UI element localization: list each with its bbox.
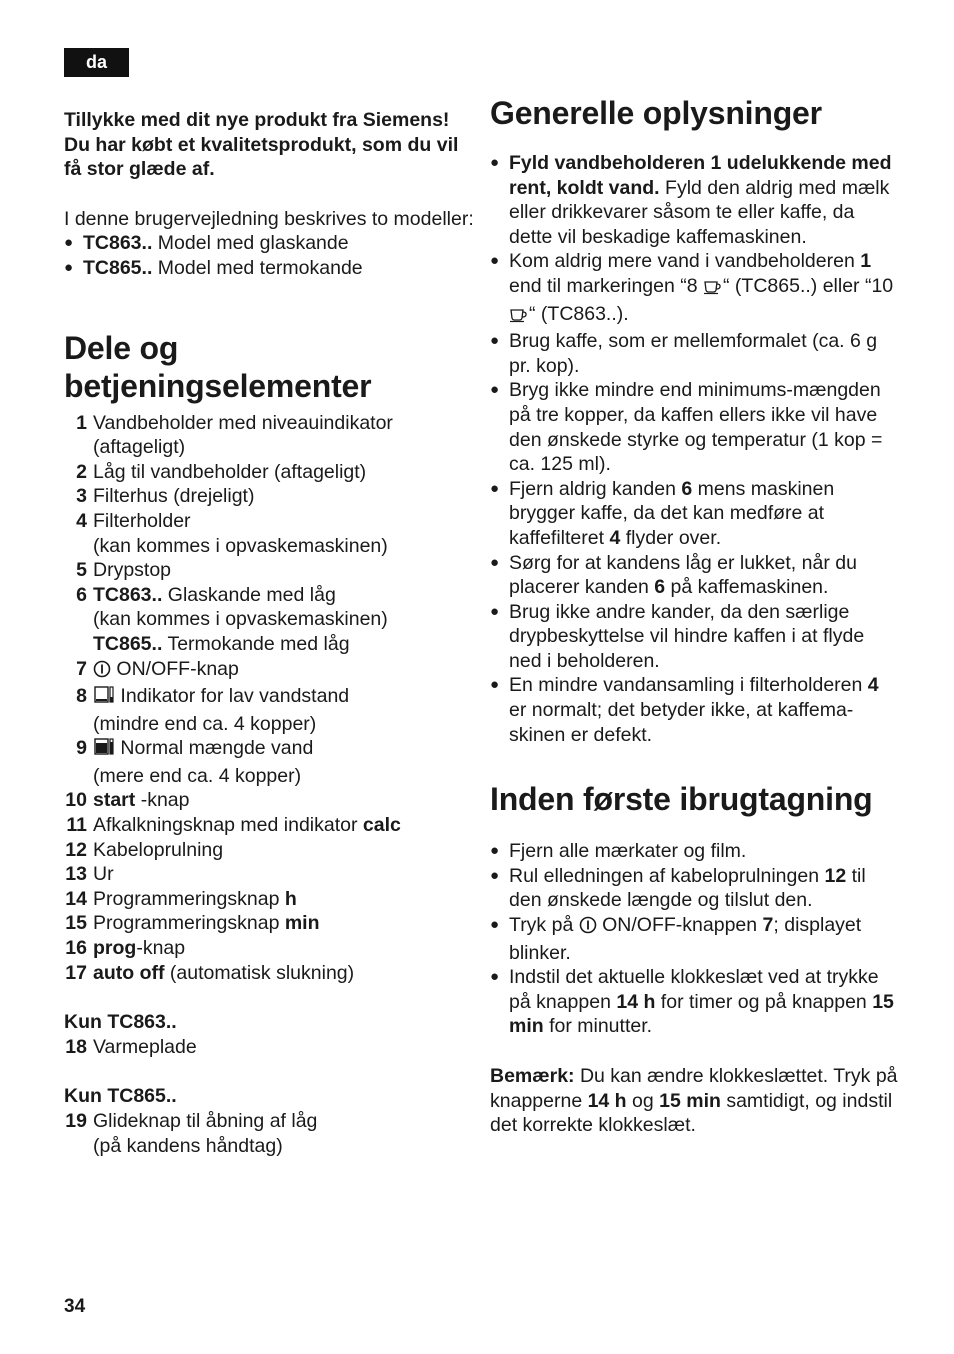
part-item: 4 Filterholder (kan kommes i opvaskemaskinen): [76, 509, 388, 557]
part-item: 5 Drypstop: [76, 559, 172, 582]
note-paragraph: Bemærk: Du kan ændre klokkeslættet. Tryk på knapperne 14 h og 15 min samtidigt, og indstil det korrekte klokkeslæt.: [490, 1065, 898, 1137]
full-water-icon: [93, 737, 115, 764]
page-number: 34: [64, 1296, 86, 1317]
part-item: 16 prog-knap: [65, 937, 186, 960]
model-list: [64, 231, 474, 280]
part-item: 18 Varmeplade: [65, 1035, 197, 1058]
low-water-icon: [93, 685, 115, 712]
cup-icon: [509, 305, 529, 330]
intro-description: I denne brugervejledning beskrives to modeller:: [64, 207, 474, 230]
language-tab: da: [64, 48, 129, 77]
power-icon: [93, 660, 111, 685]
part-item: 17 auto off (automatisk slukning): [65, 961, 355, 984]
model-item: ● TC863.. Model med glaskande: [64, 231, 474, 256]
model-item: ● TC865.. Model med termokande: [64, 256, 474, 281]
right-column: [490, 94, 900, 1138]
first-use-list: [490, 839, 900, 1039]
general-item: ● Fyld vandbeholderen 1 udelukkende med rent, koldt vand. Fyld den aldrig med mælk eller drikkevarer såsom te eller kaffe, da dette vil beskadige kaffemaskinen.: [490, 151, 900, 249]
general-item: ● Brug kaffe, som er mellemformalet (ca. 6 g pr. kop).: [490, 329, 900, 378]
part-item: 8 Indikator for lav vandstand (mindre end ca. 4 kopper): [76, 685, 350, 735]
general-item: ● Brug ikke andre kander, da den særlige drypbeskyttelse vil hindre kaffen i at flyde ned i beholderen.: [490, 600, 900, 674]
parts-list-tc865: [64, 1109, 474, 1158]
intro-congrats: Tillykke med dit nye produkt fra Siemens! Du har købt et kvalitetsprodukt, som du vil få stor glæde af.: [64, 109, 459, 181]
general-list: [490, 151, 900, 747]
first-use-item: ● Rul elledningen af kabeloprulningen 12 til den ønskede længde og tilslut den.: [490, 864, 900, 913]
part-item: 3 Filterhus (drejeligt): [76, 485, 255, 508]
only-tc863-heading: Kun TC863..: [64, 1011, 177, 1034]
general-item: ● Sørg for at kandens låg er lukket, når du placerer kanden 6 på kaffemaskinen.: [490, 551, 900, 600]
left-column: [64, 108, 474, 1158]
first-use-item: ● Indstil det aktuelle klokkeslæt ved at trykke på knappen 14 h for timer og på knappen 15 min for minutter.: [490, 965, 900, 1039]
general-item: ● Kom aldrig mere vand i vandbeholderen 1 end til markeringen “8 “ (TC865..) eller “10 “ (TC863..).: [490, 249, 900, 329]
parts-list: [64, 411, 474, 986]
only-tc865-heading: Kun TC865..: [64, 1085, 177, 1108]
part-item: 2 Låg til vandbeholder (aftageligt): [76, 460, 367, 483]
part-item: 11 Afkalkningsknap med indikator calc: [66, 814, 401, 837]
part-item: 19 Glideknap til åbning af låg (på kandens håndtag): [65, 1110, 318, 1157]
first-use-heading: Inden første ibrugtagning: [490, 781, 873, 818]
part-item: 7 ON/OFF-knap: [64, 657, 474, 685]
first-use-item: ● Tryk på ON/OFF-knappen 7; displayet blinker.: [490, 913, 900, 965]
general-item: ● Bryg ikke mindre end minimums-mængden på tre kopper, da kaffen ellers ikke vil have den ønskede styrke og temperatur (1 kop = ca. 125 ml).: [490, 378, 900, 476]
parts-list-tc863: [64, 1035, 474, 1060]
part-item: 14 Programmeringsknap h: [65, 887, 297, 910]
part-item: 10 start -knap: [65, 789, 190, 812]
general-item: ● En mindre vandansamling i filterholderen 4 er normalt; det betyder ikke, at kaffema-skinen er defekt.: [490, 673, 900, 747]
part-item: 15 Programmeringsknap min: [65, 912, 320, 935]
first-use-item: ● Fjern alle mærkater og film.: [490, 839, 900, 864]
part-item: 1 Vandbeholder med niveauindikator (aftageligt): [76, 411, 393, 459]
part-item: 6 TC863.. Glaskande med låg (kan kommes i opvaskemaskinen) TC865.. Termokande med låg: [76, 583, 388, 655]
cup-icon: [703, 277, 723, 302]
parts-heading: Dele og betjeningselementer: [64, 329, 372, 404]
general-item: ● Fjern aldrig kanden 6 mens maskinen brygger kaffe, da det kan medføre at kaffefilteret 4 flyder over.: [490, 477, 900, 551]
part-item: 12 Kabeloprulning: [65, 838, 224, 861]
power-icon: [579, 916, 597, 941]
part-item: 13 Ur: [65, 863, 114, 886]
general-heading: Generelle oplysninger: [490, 95, 822, 131]
part-item: 9 Normal mængde vand (mere end ca. 4 kopper): [76, 737, 314, 787]
